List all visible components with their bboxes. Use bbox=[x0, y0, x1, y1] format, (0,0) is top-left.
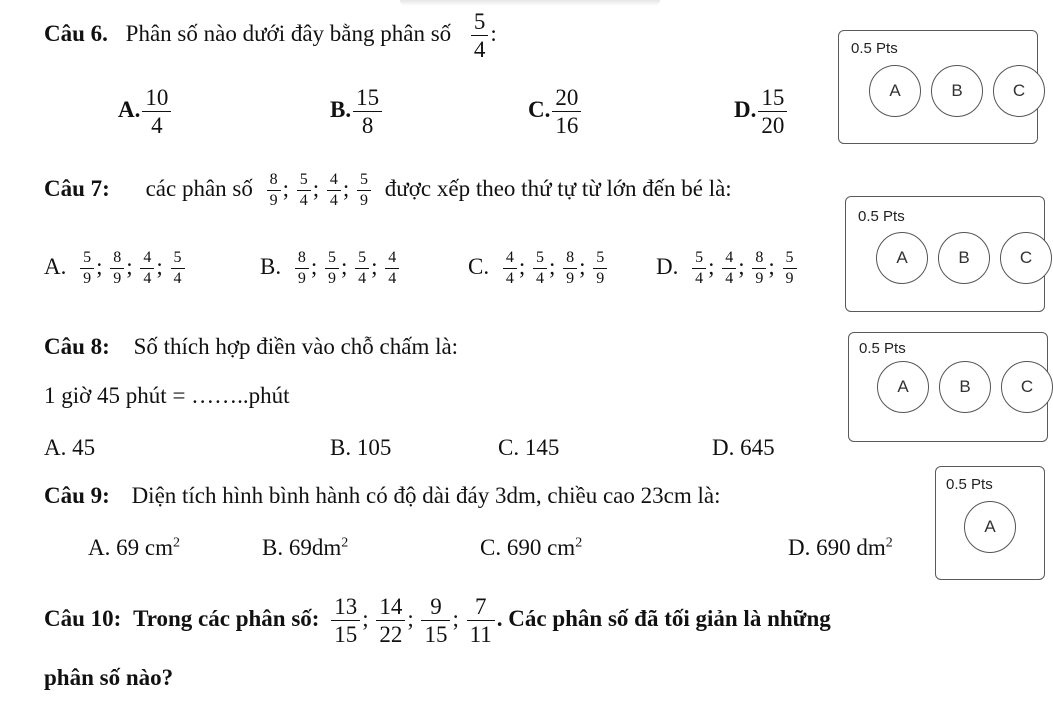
separator: ; bbox=[282, 175, 289, 201]
question-8-text: Số thích hợp điền vào chỗ chấm là: bbox=[133, 334, 459, 359]
answer-panel-q7 bbox=[845, 196, 1045, 312]
question-10-line-2: phân số nào? bbox=[44, 665, 174, 690]
answer-panel-q8 bbox=[848, 332, 1048, 442]
question-6-option-b: B. $\frac{15}{8}$ bbox=[330, 86, 384, 137]
top-shadow bbox=[400, 0, 660, 6]
question-7-fraction: $\frac{8}{9}$ bbox=[267, 172, 281, 209]
question-10-fraction: $\frac{9}{15}$ bbox=[421, 595, 450, 646]
question-10-fraction: $\frac{13}{15}$ bbox=[331, 595, 360, 646]
question-10-stem bbox=[44, 595, 831, 646]
question-6-option-d: D. $\frac{15}{20}$ bbox=[734, 86, 789, 137]
separator: ; bbox=[407, 605, 414, 631]
points-label: 0.5 Pts bbox=[859, 340, 906, 357]
question-6-label: Câu 6. bbox=[44, 20, 108, 46]
question-6-stem bbox=[44, 10, 497, 61]
question-8-option-d: D. 645 bbox=[712, 435, 775, 460]
points-label: 0.5 Pts bbox=[851, 40, 898, 57]
question-10-text-before: Trong các phân số: bbox=[133, 605, 320, 631]
points-label: 0.5 Pts bbox=[946, 476, 993, 493]
question-9-text: Diện tích hình bình hành có độ dài đáy 3dm, chiều cao 23cm là: bbox=[131, 483, 721, 508]
question-7-fraction: $\frac{5}{4}$ bbox=[297, 172, 311, 209]
question-9-option-a: A. 69 $cm^2$ bbox=[88, 535, 180, 560]
question-6-option-a: A. $\frac{10}{4}$ bbox=[118, 86, 173, 137]
answer-panel-q9 bbox=[935, 466, 1045, 580]
separator: ; bbox=[362, 605, 369, 631]
question-7-text-before: các phân số bbox=[145, 175, 253, 201]
question-9-option-d: D. 690 $dm^2$ bbox=[788, 535, 893, 560]
question-10-fraction: $\frac{14}{22}$ bbox=[376, 595, 405, 646]
question-6-target-fraction: $\frac{5}{4}$ bbox=[471, 10, 489, 61]
question-10-label: Câu 10: bbox=[44, 605, 122, 631]
question-8-label: Câu 8: bbox=[44, 334, 110, 359]
choice-a-bubble[interactable]: A bbox=[964, 501, 1016, 553]
choice-b-bubble[interactable]: B bbox=[939, 361, 991, 413]
question-8-stem bbox=[44, 334, 458, 360]
choice-a-bubble[interactable]: A bbox=[876, 232, 928, 284]
question-7-option-d: D. $\frac{5}{4}$ ; $\frac{4}{4}$ ; $\frac{8}{9}$ ; $\frac{5}{9}$ bbox=[656, 250, 799, 287]
choice-a-bubble[interactable]: A bbox=[877, 361, 929, 413]
question-8-option-c: C. 145 bbox=[498, 435, 560, 460]
choice-a-bubble[interactable]: A bbox=[869, 65, 921, 117]
answer-panel-q6 bbox=[838, 30, 1038, 144]
question-7-stem bbox=[44, 172, 732, 209]
question-6-option-c: C. $\frac{20}{16}$ bbox=[528, 86, 583, 137]
question-10-text-after: . Các phân số đã tối giản là những bbox=[496, 605, 831, 631]
separator: ; bbox=[342, 175, 350, 201]
question-7-label: Câu 7: bbox=[44, 175, 110, 201]
question-6-colon: : bbox=[490, 20, 497, 46]
question-6-text: Phân số nào dưới đây bằng phân số bbox=[125, 20, 452, 46]
question-8-blank-line: 1 giờ 45 phút = ……..phút bbox=[44, 383, 290, 408]
question-7-fraction: $\frac{4}{4}$ bbox=[327, 172, 341, 209]
question-7-fraction: $\frac{5}{9}$ bbox=[357, 172, 371, 209]
question-8-option-a: A. 45 bbox=[44, 435, 96, 460]
points-label: 0.5 Pts bbox=[858, 208, 905, 225]
choice-c-bubble[interactable]: C bbox=[993, 65, 1045, 117]
question-7-option-c: C. $\frac{4}{4}$ ; $\frac{5}{4}$ ; $\frac{8}{9}$ ; $\frac{5}{9}$ bbox=[468, 250, 609, 287]
choice-b-bubble[interactable]: B bbox=[931, 65, 983, 117]
question-7-option-b: B. $\frac{8}{9}$ ; $\frac{5}{9}$ ; $\frac{5}{4}$ ; $\frac{4}{4}$ bbox=[260, 250, 401, 287]
question-9-option-c: C. 690 $cm^2$ bbox=[480, 535, 583, 560]
separator: ; bbox=[452, 605, 459, 631]
choice-c-bubble[interactable]: C bbox=[1000, 232, 1052, 284]
question-8-option-b: B. 105 bbox=[330, 435, 392, 460]
separator: ; bbox=[312, 175, 320, 201]
question-10-fraction: $\frac{7}{11}$ bbox=[467, 595, 495, 646]
question-7-text-after: được xếp theo thứ tự từ lớn đến bé là: bbox=[384, 175, 732, 201]
choice-b-bubble[interactable]: B bbox=[938, 232, 990, 284]
question-9-label: Câu 9: bbox=[44, 483, 110, 508]
question-9-stem bbox=[44, 483, 720, 509]
question-9-option-b: B. $69dm^2$ bbox=[262, 535, 349, 560]
question-7-option-a: A. $\frac{5}{9}$ ; $\frac{8}{9}$ ; $\frac{4}{4}$ ; $\frac{5}{4}$ bbox=[44, 250, 187, 287]
choice-c-bubble[interactable]: C bbox=[1001, 361, 1053, 413]
